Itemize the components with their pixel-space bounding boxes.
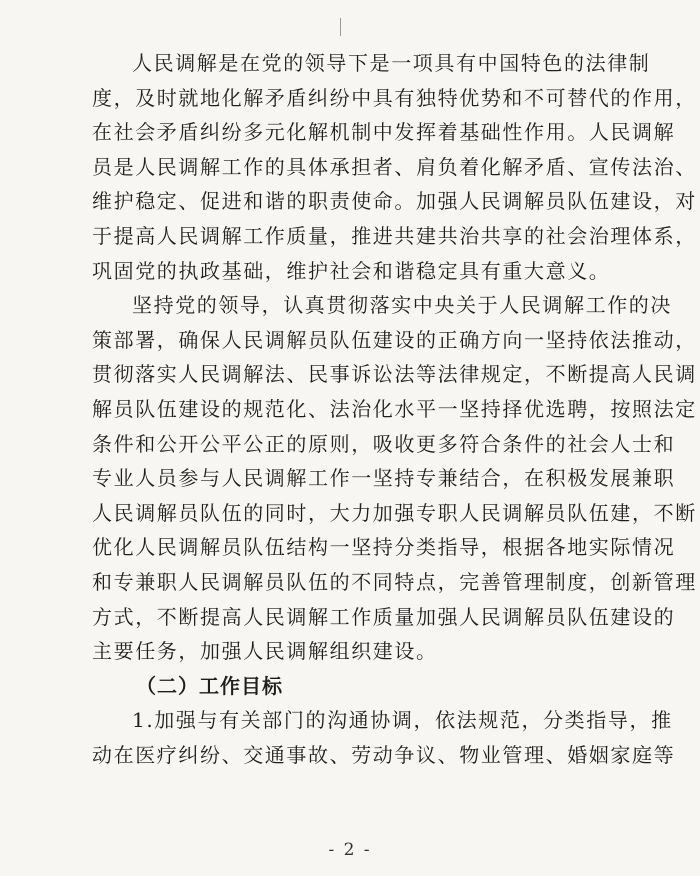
paragraph-2-line-10: 方式，不断提高人民调解工作质量加强人民调解员队伍建设的 [92,604,676,629]
paragraph-2-line-7: 人民调解员队伍的同时，大力加强专职人民调解员队伍建，不断 [92,500,697,525]
page-number: - 2 - [328,840,372,860]
paragraph-2-line-9: 和专兼职人民调解员队伍的不同特点，完善管理制度，创新管理 [92,569,697,594]
paragraph-2-line-5: 条件和公开公平公正的原则，吸收更多符合条件的社会人士和 [92,431,676,456]
paragraph-1-line-6: 于提高人民调解工作质量，推进共建共治共享的社会治理体系， [92,223,697,248]
paragraph-1-line-1: 人民调解是在党的领导下是一项具有中国特色的法律制 [132,51,651,75]
paragraph-3-line-1: 1.加强与有关部门的沟通协调，依法规范，分类指导，推 [132,708,673,733]
scan-mark [340,18,341,36]
paragraph-3-line-2: 动在医疗纠纷、交通事故、劳动争议、物业管理、婚姻家庭等 [92,742,676,767]
paragraph-2-line-1: 坚持党的领导，认真贯彻落实中央关于人民调解工作的决 [132,293,672,318]
paragraph-2-line-6: 专业人员参与人民调解工作一坚持专兼结合，在积极发展兼职 [92,466,676,491]
paragraph-1-line-7: 巩固党的执政基础，维护社会和谐稳定具有重大意义。 [92,258,611,283]
document-body [92,46,697,772]
paragraph-1-line-5: 维护稳定、促进和谐的职责使命。加强人民调解员队伍建设，对 [92,189,697,214]
paragraph-2-line-4: 解员队伍建设的规范化、法治化水平一坚持择优选聘，按照法定 [92,396,697,421]
paragraph-1-line-3: 在社会矛盾纠纷多元化解机制中发挥着基础性作用。人民调解 [92,120,676,145]
paragraph-2-line-2: 策部署，确保人民调解员队伍建设的正确方向一坚持依法推动， [92,327,697,352]
paragraph-2-line-11: 主要任务，加强人民调解组织建设。 [92,639,438,664]
paragraph-2-line-3: 贯彻落实人民调解法、民事诉讼法等法律规定，不断提高人民调 [92,362,697,387]
paragraph-1-line-4: 员是人民调解工作的具体承担者、肩负着化解矛盾、宣传法治、 [92,154,697,179]
paragraph-2-line-8: 优化人民调解员队伍结构一坚持分类指导，根据各地实际情况 [92,535,676,560]
paragraph-1-line-2: 度，及时就地化解矛盾纠纷中具有独特优势和不可替代的作用， [92,85,697,110]
section-heading: （二）工作目标 [136,673,283,698]
